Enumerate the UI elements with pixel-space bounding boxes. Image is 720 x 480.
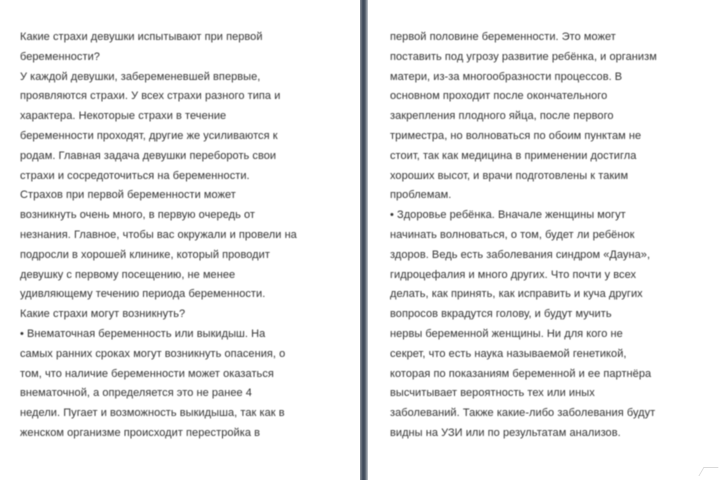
text-line: девушку с первому посещению, не менее <box>20 268 236 281</box>
text-line: вопросов вкрадутся голову, и будут мучить <box>390 308 612 321</box>
text-line: беременности? <box>20 50 100 63</box>
text-line: первой половине беременности. Это может <box>390 31 616 43</box>
text-line: здоров. Ведь есть заболевания синдром «Дауна», <box>390 248 651 261</box>
text-line: закрепления плодного яйца, после первого <box>390 110 614 123</box>
text-line: которая по показаниям беременной и ее партнёра <box>390 367 652 380</box>
text-line: незнания. Главное, чтобы вас окружали и провели на <box>20 228 297 241</box>
text-line: • Внематочная беременность или выкидыш. На <box>20 327 266 340</box>
text-line: нервы беременной женщины. Ни для кого не <box>390 327 623 340</box>
text-line: заболеваний. Также какие-либо заболевания будут <box>390 407 656 420</box>
text-line: внематочной, а определяется это не ранее 4 <box>20 387 252 400</box>
text-line: подросли в хорошей клинике, который проводит <box>20 248 270 261</box>
text-line: проблемам. <box>390 189 452 202</box>
text-line: Какие страхи девушки испытывают при первой <box>20 31 263 43</box>
text-line: удивляющему течению периода беременности. <box>20 288 266 301</box>
text-line: том, что наличие беременности может оказаться <box>20 367 274 380</box>
text-line: самых ранних сроках могут возникнуть опасения, о <box>20 347 286 360</box>
text-line: высчитывает вероятность тех или иных <box>390 387 595 400</box>
text-line: Какие страхи могут возникнуть? <box>20 308 186 321</box>
text-line: характера. Некоторые страхи в течение <box>20 110 227 123</box>
text-line: поставить под угрозу развитие ребёнка, и организм <box>390 50 657 63</box>
text-line: триместра, но волноваться по обоим пунктам не <box>390 129 642 142</box>
page-divider <box>360 0 368 480</box>
text-line: У каждой девушки, забеременевшей впервые, <box>20 70 261 83</box>
text-line: стоит, так как медицина в применении достигла <box>390 149 637 162</box>
text-line: недели. Пугает и возможность выкидыша, так как в <box>20 407 285 420</box>
text-line: начинать волноваться, о том, будет ли ребёнок <box>390 228 635 241</box>
text-line: гидроцефалия и много других. Что почти у всех <box>390 268 637 281</box>
text-line: основном проходит после окончательного <box>390 90 608 103</box>
text-line: делать, как принять, как исправить и куча других <box>390 288 643 301</box>
text-line: страхи и сосредоточиться на беременности. <box>20 169 250 182</box>
text-line: хороших высот, и врачи подготовлены к таким <box>390 169 629 182</box>
text-line: беременности проходят, другие же усиливаются к <box>20 129 278 142</box>
text-line: Страхов при первой беременности может <box>20 189 236 202</box>
text-line: матери, из-за многообразности процессов. В <box>390 70 623 83</box>
text-line: проявляются страхи. У всех страхи разного типа и <box>20 90 281 103</box>
text-line: секрет, что есть наука называемой генетикой, <box>390 347 627 360</box>
text-line: видны на УЗИ или по результатам анализов. <box>390 426 621 439</box>
text-line: возникнуть очень много, в первую очередь от <box>20 209 256 222</box>
text-line: родам. Главная задача девушки перебороть свои <box>20 149 277 162</box>
right-page <box>368 0 720 480</box>
text-line: женском организме происходит перестройка в <box>20 426 260 439</box>
text-line: • Здоровье ребёнка. Вначале женщины могут <box>390 209 626 222</box>
